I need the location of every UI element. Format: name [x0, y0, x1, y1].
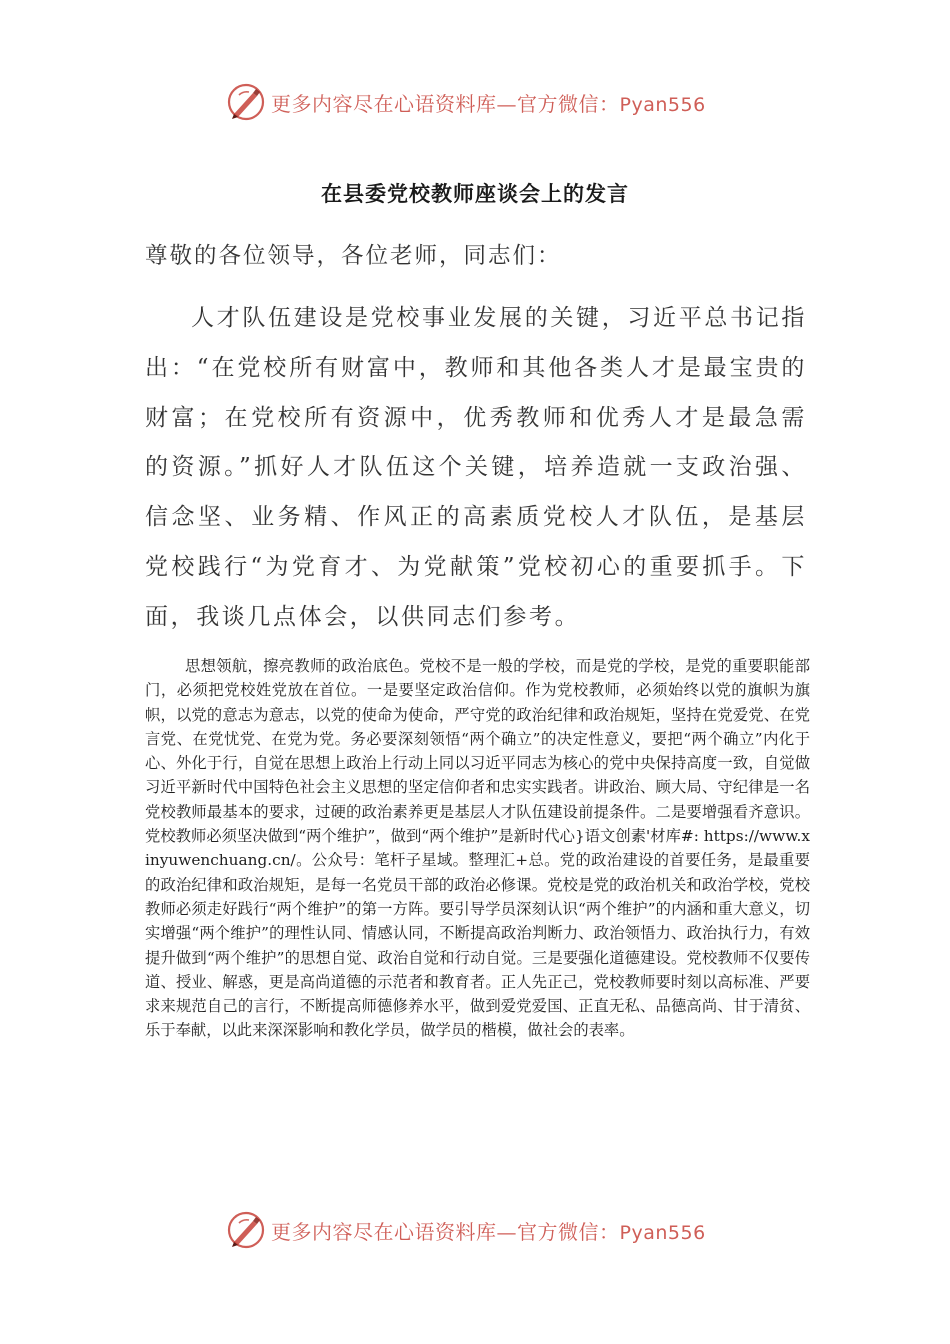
salutation: 尊敬的各位领导，各位老师，同志们：	[145, 243, 562, 269]
watermark-text: 更多内容尽在心语资料库—官方微信：Pyan556	[271, 1219, 706, 1244]
watermark-handle: Pyan556	[619, 1221, 706, 1244]
pen-circle-logo-icon	[225, 1209, 267, 1251]
pen-circle-logo-icon	[225, 81, 267, 123]
footer-watermark	[225, 1208, 745, 1252]
document-title: 在县委党校教师座谈会上的发言	[321, 182, 629, 206]
header-watermark	[225, 80, 745, 124]
body-paragraph: 思想领航，擦亮教师的政治底色。党校不是一般的学校，而是党的学校，是党的重要职能部门，必须把党校姓党放在首位。一是要坚定政治信仰。作为党校教师，必须始终以党的旗帜为旗帜，以党的意志为意志，以党的使命为使命，严守党的政治纪律和政治规矩，坚持在党爱党、在党言党、在党忧党、在党为党。务必要深刻领悟“两个确立”的决定性意义，要把“两个确立”内化于心、外化于行，自觉在思想上政治上行动上同以习近平同志为核心的党中央保持高度一致，自觉做习近平新时代中国特色社会主义思想的坚定信仰者和忠实实践者。讲政治、顾大局、守纪律是一名党校教师最基本的要求，过硬的政治素养更是基层人才队伍建设前提条件。二是要增强看齐意识。党校教师必须坚决做到“两个维护”，做到“两个维护”是新时代心}语文创素'材库#: https://www.xinyuwenchuang.cn/。公众号：笔杆子星域。整理汇+总。党的政治建设的首要任务，是最重要的政治纪律和政治规矩，是每一名党员干部的政治必修课。党校是党的政治机关和政治学校，党校教师必须走好践行“两个维护”的第一方阵。要引导学员深刻认识“两个维护”的内涵和重大意义，切实增强“两个维护”的理性认同、情感认同，不断提高政治判断力、政治领悟力、政治执行力，有效提升做到“两个维护”的思想自觉、政治自觉和行动自觉。三是要强化道德建设。党校教师不仅要传道、授业、解惑，更是高尚道德的示范者和教育者。正人先正己，党校教师要时刻以高标准、严要求来规范自己的言行，不断提高师德修养水平，做到爱党爱国、正直无私、品德高尚、甘于清贫、乐于奉献，以此来深深影响和教化学员，做学员的楷模，做社会的表率。	[145, 657, 810, 1040]
intro-paragraph: 人才队伍建设是党校事业发展的关键，习近平总书记指出：“在党校所有财富中，教师和其他各类人才是最宝贵的财富；在党校所有资源中，优秀教师和优秀人才是最急需的资源。”抓好人才队伍这个关键，培养造就一支政治强、信念坚、业务精、作风正的高素质党校人才队伍，是基层党校践行“为党育才、为党献策”党校初心的重要抓手。下面，我谈几点体会，以供同志们参考。	[145, 305, 807, 630]
watermark-text: 更多内容尽在心语资料库—官方微信：Pyan556	[271, 91, 706, 116]
watermark-handle: Pyan556	[619, 93, 706, 116]
